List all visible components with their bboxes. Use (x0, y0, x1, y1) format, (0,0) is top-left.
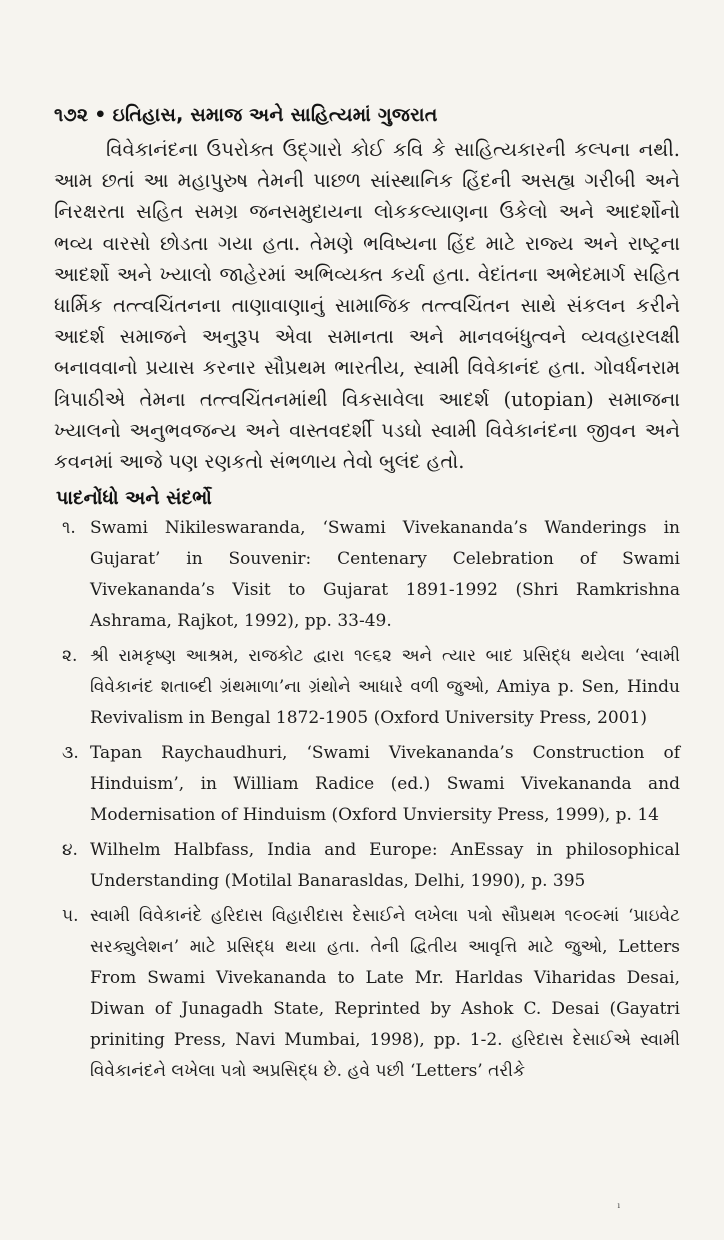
reference-number: ૪. (62, 840, 78, 861)
reference-item (54, 738, 680, 831)
reference-item (54, 901, 680, 1087)
header-bullet: • (94, 104, 107, 126)
notes-heading: પાદનોંધો અને સંદર્ભો (56, 487, 212, 510)
reference-text: શ્રી રામકૃષ્ણ આશ્રમ, રાજકોટ દ્વારા ૧૯૬૨ અને ત્યાર બાદ પ્રસિદ્ધ થયેલા ‘સ્વામી વિવેકાનંદ શતાબ્દી ગ્રંથમાળા’ના ગ્રંથોને આધારે વળી જુઓ, Amiya p. Sen, Hindu Revivalism in Bengal 1872-1905 (Oxford University Press, 2001) (90, 646, 680, 729)
reference-number: ૧. (62, 518, 76, 539)
book-title: ઇતિહાસ, સમાજ અને સાહિત્યમાં ગુજરાત (112, 104, 438, 126)
reference-item (54, 641, 680, 734)
body-paragraph: વિવેકાનંદના ઉપરોક્ત ઉદ્ગારો કોઈ કવિ કે સાહિત્યકારની કલ્પના નથી. આમ છતાં આ મહાપુરુષ તેમની પાછળ સાંસ્થાનિક હિંદની અસહ્ય ગરીબી અને નિરક્ષરતા સહિત સમગ્ર જનસમુદાયના લોકકલ્યાણના ઉકેલો અને આદર્શોનો ભવ્ય વારસો છોડતા ગયા હતા. તેમણે ભવિષ્યના હિંદ માટે રાજ્ય અને રાષ્ટ્રના આદર્શો અને ખ્યાલો જાહેરમાં અભિવ્યક્ત કર્યા હતા. વેદાંતના અભેદમાર્ગ સહિત ધાર્મિક તત્ત્વચિંતનના તાણાવાણાનું સામાજિક તત્ત્વચિંતન સાથે સંકલન કરીને આદર્શ સમાજને અનુરૂપ એવા સમાનતા અને માનવબંધુત્વને વ્યવહારલક્ષી બનાવવાનો પ્રયાસ કરનાર સૌપ્રથમ ભારતીય, સ્વામી વિવેકાનંદ હતા. ગોવર્ધનરામ ત્રિપાઠીએ તેમના તત્ત્વચિંતનમાંથી વિકસાવેલા આદર્શ (utopian) સમાજના ખ્યાલનો અનુભવજન્ય અને વાસ્તવદર્શી પડઘો સ્વામી વિવેકાનંદના જીવન અને કવનમાં આજે પણ રણકતો સંભળાય તેવો બુલંદ હતો. (54, 138, 680, 474)
reference-number: ૫. (62, 906, 79, 927)
reference-text: Wilhelm Halbfass, India and Europe: AnEssay in philosophical Understanding (Motilal Banarasldas, Delhi, 1990), p. 395 (90, 840, 680, 892)
reference-text: સ્વામી વિવેકાનંદે હરિદાસ વિહારીદાસ દેસાઈને લખેલા પત્રો સૌપ્રથમ ૧૯૦૯માં ‘પ્રાઇવેટ સરક્યુલેશન’ માટે પ્રસિદ્ધ થયા હતા. તેની દ્વિતીય આવૃત્તિ માટે જુઓ, Letters From Swami Vivekananda to Late Mr. Harldas Viharidas Desai, Diwan of Junagadh State, Reprinted by Ashok C. Desai (Gayatri priniting Press, Navi Mumbai, 1998), pp. 1-2. હરિદાસ દેસાઈએ સ્વામી વિવેકાનંદને લખેલા પત્રો અપ્રસિદ્ધ છે. હવે પછી ‘Letters’ તરીકે (90, 906, 680, 1082)
reference-item (54, 835, 680, 897)
reference-text: Tapan Raychaudhuri, ‘Swami Vivekananda’s Construction of Hinduism’, in William Radice (ed.) Swami Vivekananda and Modernisation of Hinduism (Oxford Unviersity Press, 1999), p. 14 (90, 743, 680, 826)
reference-list (54, 513, 680, 1087)
page-mark: ı (617, 1201, 620, 1210)
reference-number: ૨. (62, 646, 78, 667)
reference-text: Swami Nikileswaranda, ‘Swami Vivekananda’s Wanderings in Gujarat’ in Souvenir: Centenary Celebration of Swami Vivekananda’s Visit to Gujarat 1891-1992 (Shri Ramkrishna Ashrama, Rajkot, 1992), pp. 33-49. (90, 518, 680, 632)
page-number: ૧૭૨ (54, 104, 89, 126)
running-head (54, 104, 680, 126)
reference-number: ૩. (62, 743, 79, 764)
reference-item (54, 513, 680, 637)
